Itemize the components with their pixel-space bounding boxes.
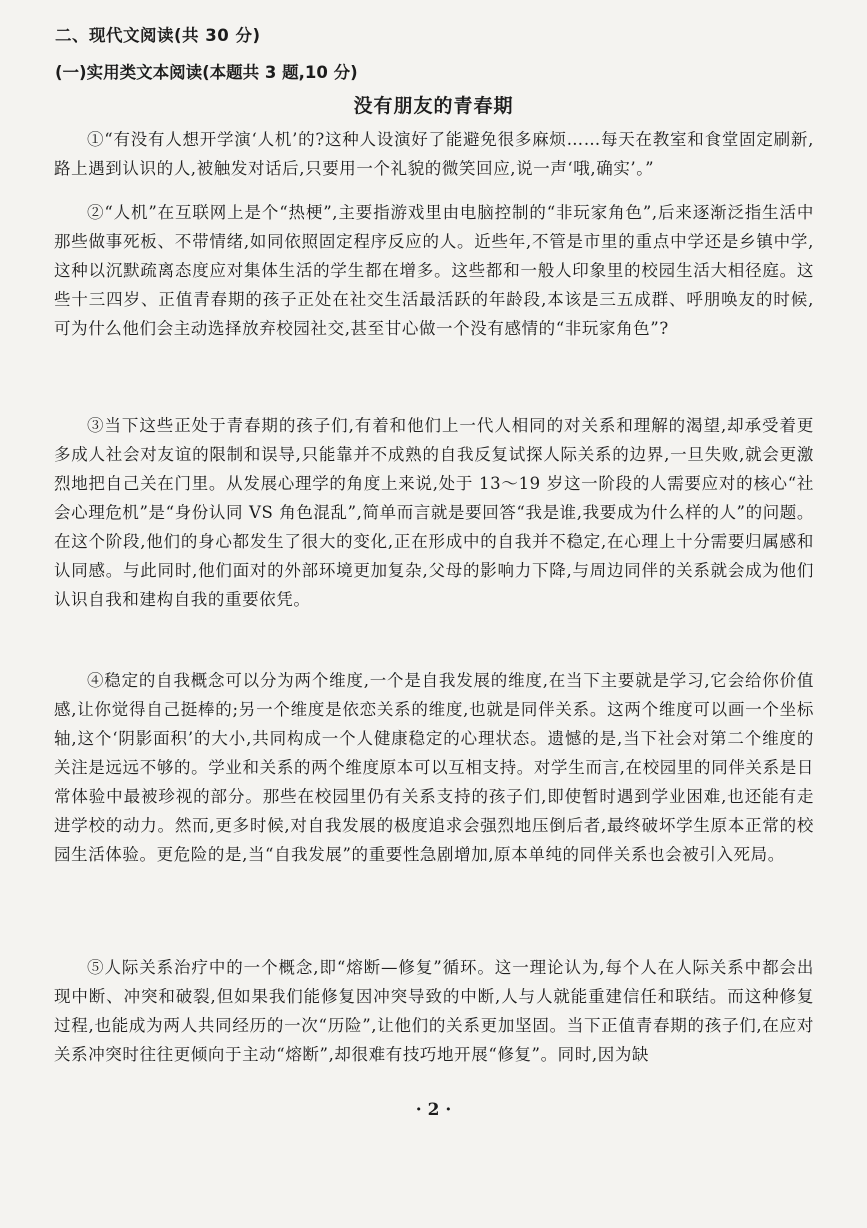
subsection-heading: (一)实用类文本阅读(本题共 3 题,10 分) <box>55 63 358 82</box>
paragraph-4: ④稳定的自我概念可以分为两个维度,一个是自我发展的维度,在当下主要就是学习,它会给你价值感,让你觉得自己挺棒的;另一个维度是依恋关系的维度,也就是同伴关系。这两个维度可以画一个坐标轴,这个‘阴影面积’的大小,共同构成一个人健康稳定的心理状态。遗憾的是,当下社会对第二个维度的关注是远远不够的。学业和关系的两个维度原本可以互相支持。对学生而言,在校园里的同伴关系是日常体验中最被珍视的部分。那些在校园里仍有关系支持的孩子们,即使暂时遇到学业困难,也还能有走进学校的动力。然而,更多时候,对自我发展的极度追求会强烈地压倒后者,最终破坏学生原本正常的校园生活体验。更危险的是,当“自我发展”的重要性急剧增加,原本单纯的同伴关系也会被引入死局。 <box>54 671 814 864</box>
paragraph-1: ①“有没有人想开学演‘人机’的?这种人设演好了能避免很多麻烦……每天在教室和食堂固定刷新,路上遇到认识的人,被触发对话后,只要用一个礼貌的微笑回应,说一声‘哦,确实’。” <box>54 130 814 178</box>
article-title: 没有朋友的青春期 <box>353 95 514 117</box>
paragraph-3: ③当下这些正处于青春期的孩子们,有着和他们上一代人相同的对关系和理解的渴望,却承受着更多成人社会对友谊的限制和误导,只能靠并不成熟的自我反复试探人际关系的边界,一旦失败,就会更激烈地把自己关在门里。从发展心理学的角度上来说,处于 13～19 岁这一阶段的人需要应对的核心“社会心理危机”是“身份认同 VS 角色混乱”,简单而言就是要回答“我是谁,我要成为什么样的人”的问题。在这个阶段,他们的身心都发生了很大的变化,正在形成中的自我并不稳定,在心理上十分需要归属感和认同感。与此同时,他们面对的外部环境更加复杂,父母的影响力下降,与周边同伴的关系就会成为他们认识自我和建构自我的重要依凭。 <box>54 416 814 609</box>
section-heading: 二、现代文阅读(共 30 分) <box>55 26 261 45</box>
paragraph-2: ②“人机”在互联网上是个“热梗”,主要指游戏里由电脑控制的“非玩家角色”,后来逐渐泛指生活中那些做事死板、不带情绪,如同依照固定程序反应的人。近些年,不管是市里的重点中学还是乡镇中学,这种以沉默疏离态度应对集体生活的学生都在增多。这些都和一般人印象里的校园生活大相径庭。这些十三四岁、正值青春期的孩子正处在社交生活最活跃的年龄段,本该是三五成群、呼朋唤友的时候,可为什么他们会主动选择放弃校园社交,甚至甘心做一个没有感情的“非玩家角色”? <box>54 203 814 338</box>
paragraph-5: ⑤人际关系治疗中的一个概念,即“熔断—修复”循环。这一理论认为,每个人在人际关系中都会出现中断、冲突和破裂,但如果我们能修复因冲突导致的中断,人与人就能重建信任和联结。而这种修复过程,也能成为两人共同经历的一次“历险”,让他们的关系更加坚固。当下正值青春期的孩子们,在应对关系冲突时往往更倾向于主动“熔断”,却很难有技巧地开展“修复”。同时,因为缺 <box>54 958 814 1064</box>
page-number: · 2 · <box>415 1100 452 1120</box>
